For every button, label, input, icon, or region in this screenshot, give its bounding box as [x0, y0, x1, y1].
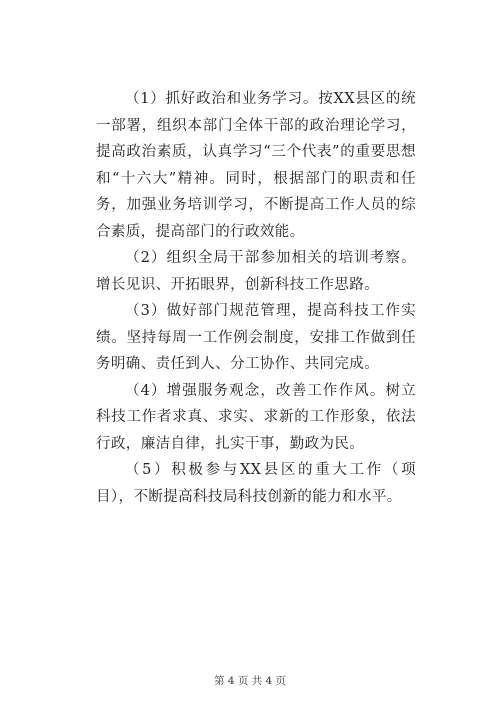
- paragraph-3: （3）做好部门规范管理，提高科技工作实绩。坚持每周一工作例会制度，安排工作做到任务明确、责任到人、分工协作、共同完成。: [96, 303, 416, 372]
- page-footer: [0, 673, 500, 688]
- page-number: 第 4 页 共 4 页: [213, 675, 287, 687]
- paragraph-4: （4）增强服务观念，改善工作作风。树立科技工作者求真、求实、求新的工作形象，依法行政，廉洁自律，扎实干事，勤政为民。: [96, 382, 416, 452]
- document-body: [96, 86, 416, 510]
- paragraph-2: （2）组织全局干部参加相关的培训考察。增长见识、开拓眼界，创新科技工作思路。: [96, 250, 416, 293]
- paragraph-1: （1）抓好政治和业务学习。按XX县区的统一部署，组织本部门全体干部的政治理论学习，提高政治素质，认真学习“三个代表”的重要思想和“十六大”精神。同时，根据部门的职责和任务，加强业务培训学习，不断提高工作人员的综合素质，提高部门的行政效能。: [96, 91, 416, 240]
- paragraph-5: （5）积极参与XX县区的重大工作（项目），不断提高科技局科技创新的能力和水平。: [96, 462, 416, 505]
